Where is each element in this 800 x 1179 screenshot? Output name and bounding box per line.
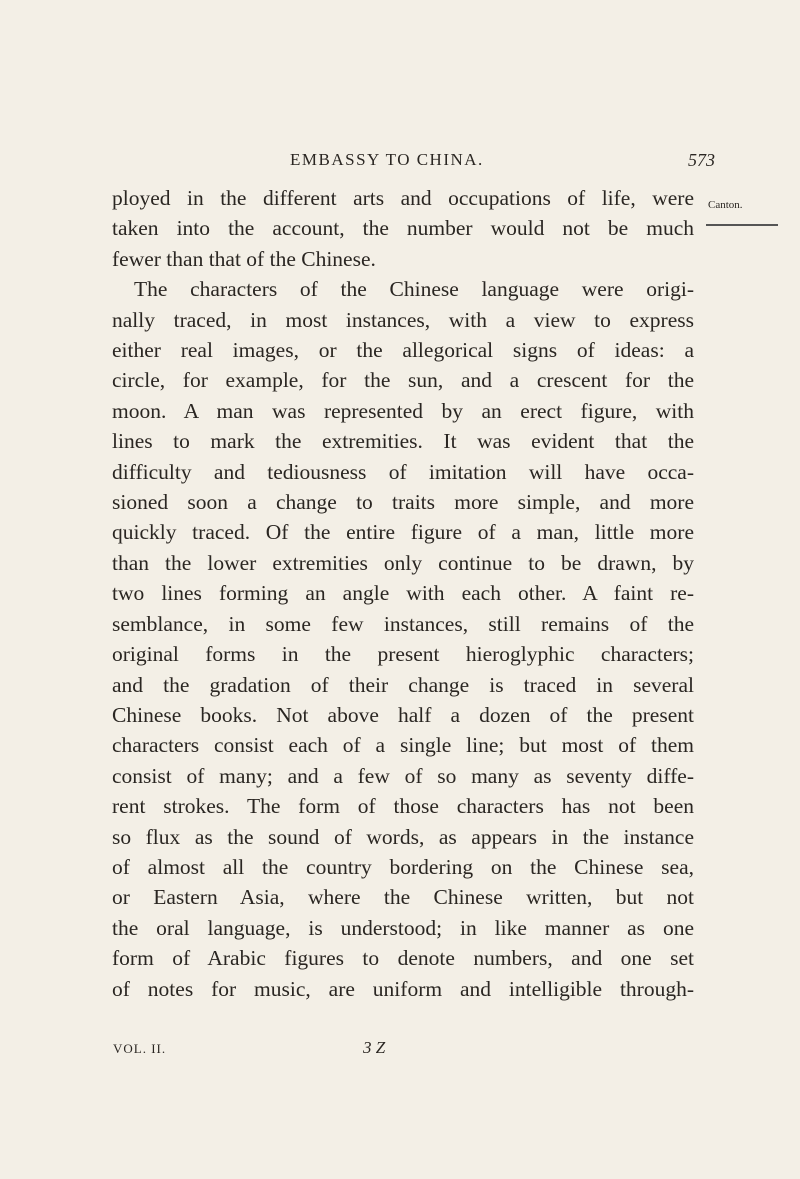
text-line: quickly traced. Of the entire figure of a man, little more xyxy=(112,520,694,545)
text-line: rent strokes. The form of those characters has not been xyxy=(112,794,694,819)
running-head-title: EMBASSY TO CHINA. xyxy=(290,150,484,169)
text-line: form of Arabic figures to denote numbers, and one set xyxy=(112,946,694,971)
text-line: either real images, or the allegorical signs of ideas: a xyxy=(112,338,694,363)
text-line: moon. A man was represented by an erect figure, with xyxy=(112,398,694,423)
signature-mark: 3 Z xyxy=(363,1038,386,1057)
text-line: consist of many; and a few of so many as seventy diffe- xyxy=(112,763,694,788)
text-line: lines to mark the extremities. It was evident that the xyxy=(112,429,694,454)
text-line: ployed in the different arts and occupations of life, were xyxy=(112,186,694,210)
text-line: fewer than that of the Chinese. xyxy=(112,246,376,271)
text-line: characters consist each of a single line; but most of them xyxy=(112,733,694,758)
text-line: semblance, in some few instances, still remains of the xyxy=(112,611,694,636)
text-line: original forms in the present hieroglyphic characters; xyxy=(112,642,694,667)
text-line: or Eastern Asia, where the Chinese written, but not xyxy=(112,885,694,910)
page-number: 573 xyxy=(688,150,715,170)
text-line: The characters of the Chinese language were origi- xyxy=(134,277,694,302)
text-line: two lines forming an angle with each other. A faint re- xyxy=(112,581,694,606)
text-line: of almost all the country bordering on the Chinese sea, xyxy=(112,854,694,879)
text-line: the oral language, is understood; in like manner as one xyxy=(112,915,694,940)
margin-note: Canton. xyxy=(708,199,743,211)
volume-label: VOL. II. xyxy=(113,1041,167,1056)
text-line: Chinese books. Not above half a dozen of the present xyxy=(112,702,694,727)
body-text xyxy=(112,183,694,1004)
margin-rule xyxy=(706,224,778,226)
text-line: difficulty and tediousness of imitation will have occa- xyxy=(112,459,694,484)
text-line: so flux as the sound of words, as appears in the instance xyxy=(112,824,694,849)
text-line: taken into the account, the number would not be much xyxy=(112,216,694,241)
text-line: nally traced, in most instances, with a view to express xyxy=(112,307,694,332)
text-line: than the lower extremities only continue to be drawn, by xyxy=(112,550,694,575)
text-line: sioned soon a change to traits more simple, and more xyxy=(112,490,694,515)
text-line: circle, for example, for the sun, and a crescent for the xyxy=(112,368,694,393)
text-line: and the gradation of their change is traced in several xyxy=(112,672,694,697)
text-line: of notes for music, are uniform and intelligible through- xyxy=(112,976,694,1001)
